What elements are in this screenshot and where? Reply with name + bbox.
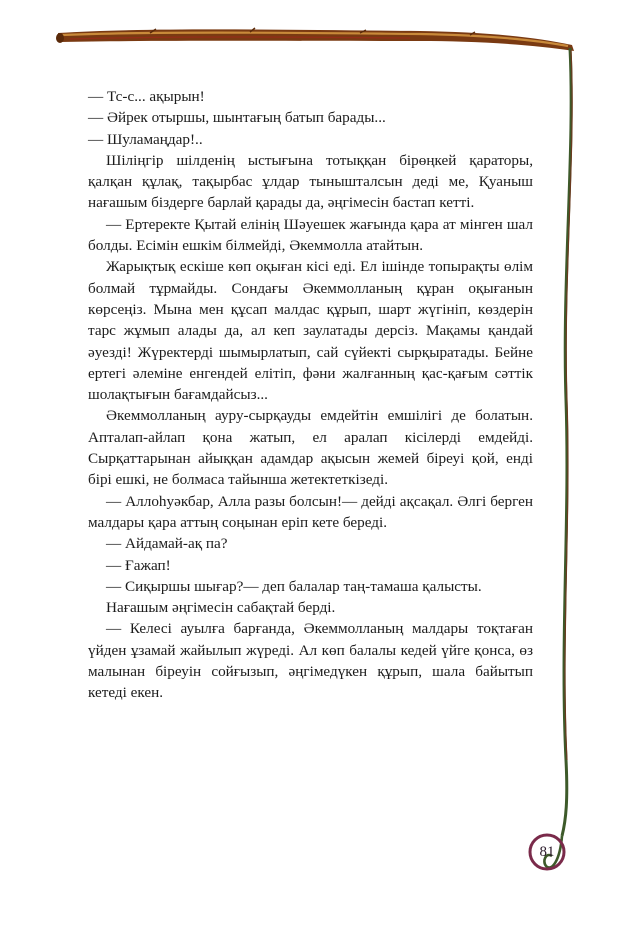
- paragraph-7: Әкеммолланың ауру-сырқауды емдейтін емшілігі де болатын. Апталап-айлап қона жатып, ел аралап кісілерді емдейді. Сырқаттарынан айыққан адамдар ақысын жемей біреуі қой, енді бірі ешкі, не болмаса тайынша жетектеткізеді.: [88, 407, 533, 489]
- dialogue-line-9: — Айдамай-ақ па?: [106, 535, 228, 553]
- page-text: [88, 86, 533, 704]
- paragraph-5: — Ертеректе Қытай елінің Шәуешек жағында қара ат мінген шал болды. Есімін ешкім білмейді, Әкеммолла атайтын.: [88, 215, 533, 255]
- paragraph-8: — Аллоһуәкбар, Алла разы болсын!— дейді ақсақал. Әлгі берген малдары қара аттың соңынан еріп кете береді.: [88, 492, 533, 531]
- page-number: 81: [539, 844, 555, 860]
- paragraph-6: Жарықтық ескіше көп оқыған кісі еді. Ел ішінде топырақты өлім болмай тұрмайды. Сондағы Әкеммолланың құран оқығанын көрсеңіз. Мына мен құсап малдас құрып, шарт жүгініп, көздерін тарс жұмып алады да, ал кеп заулатады дерсіз. Мақамы қандай әуезді! Жүректерді шымырлатып, сай сүйекті сырқыратады. Бейне ертегі әлеміне енгендей елітіп, фәни жалғанның қас-қағым сәттік шолақтығын бағамдайсыз...: [88, 258, 533, 404]
- paragraph-12: Нағашым әңгімесін сабақтай берді.: [106, 599, 336, 617]
- top-stick-decoration: [56, 28, 574, 51]
- vertical-pole-decoration: [544, 48, 572, 868]
- dialogue-line-3: — Шуламаңдар!..: [88, 130, 203, 148]
- paragraph-13: — Келесі ауылға барғанда, Әкеммолланың малдары тоқтаған үйден ұзамай жайылып жүреді. Ал көп балалы кедей үйге қонса, өз малынан біреуін сойғызып, әңгімедүкен құрып, шала байытып кетеді екен.: [88, 620, 533, 702]
- dialogue-line-2: — Әйрек отыршы, шынтағың батып барады...: [88, 109, 386, 127]
- dialogue-line-1: — Тс-с... ақырын!: [88, 88, 205, 105]
- paragraph-4: Шілiңгiр шілденің ыстығына тотыққан бірөңкей қараторы, қалқан құлақ, тақырбас ұлдар тынышталсын деді ме, Қуаныш нағашым біздерге барлай қарады да, әңгімесін бастап кетті.: [88, 151, 533, 212]
- paragraph-11: — Сиқыршы шығар?— деп балалар таң-тамаша қалысты.: [106, 577, 482, 595]
- dialogue-line-10: — Ғажап!: [106, 556, 171, 574]
